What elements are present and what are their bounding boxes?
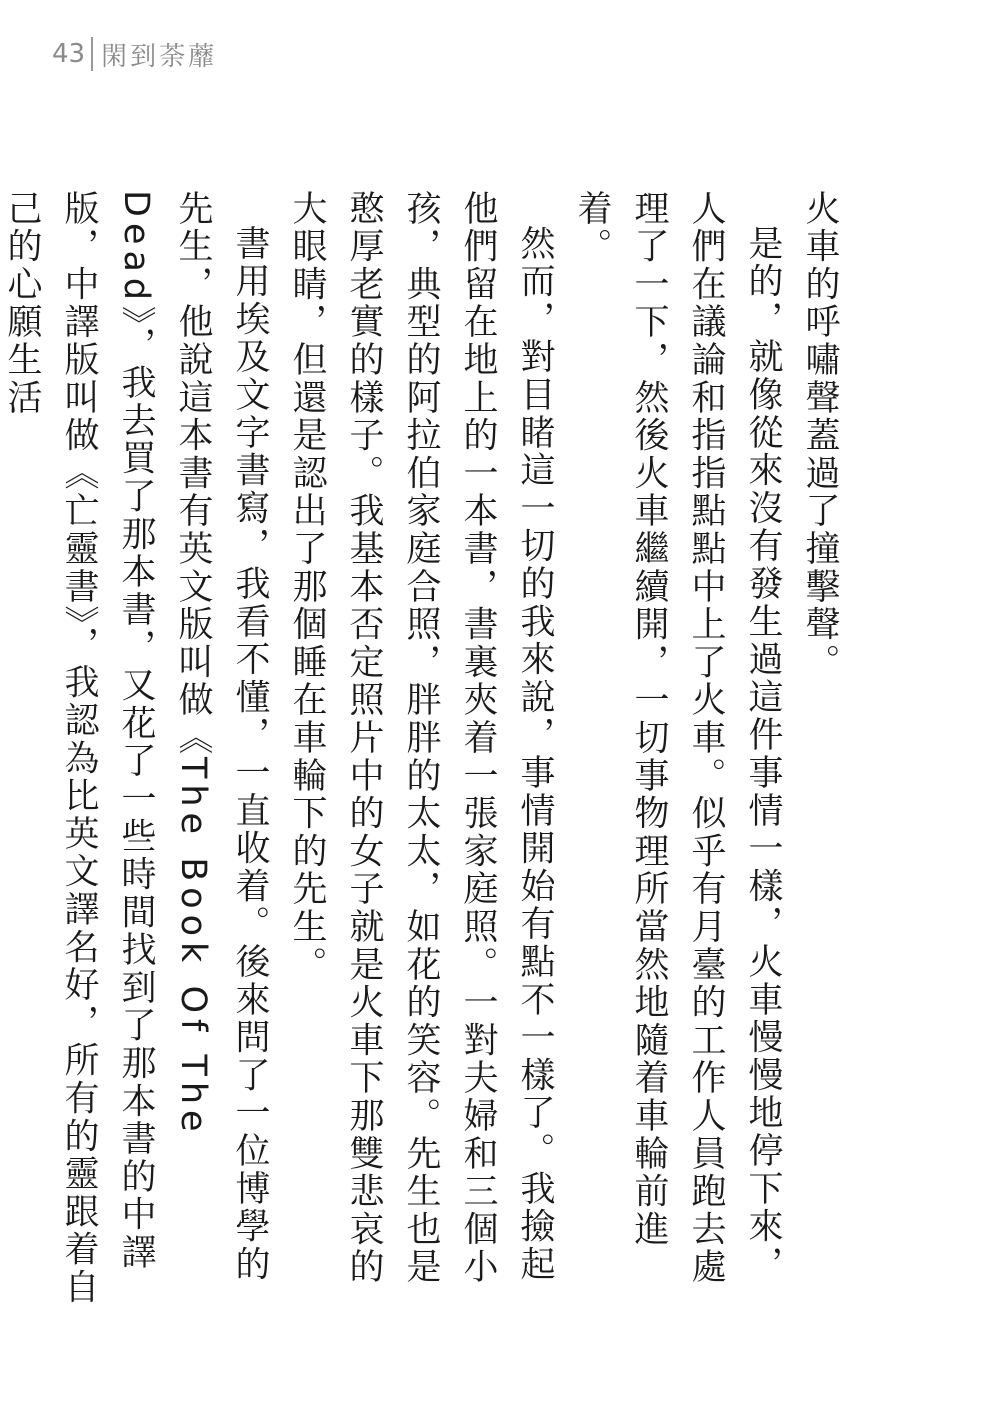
page-number: 43 <box>52 39 86 69</box>
paragraph-4-text-after: 》，我去買了那本書，又花了一些時間找到了那本書的中譯版，中譯版叫做《亡靈書》，我認為比英文譯名好，所有的靈跟着自己的心願生活 <box>2 190 156 1307</box>
paragraph-3: 然而，對目睹這一切的我來說，事情開始有點不一樣了。我撿起他們留在地上的一本書，書裏夾着一張家庭照。一對夫婦和三個小孩，典型的阿拉伯家庭合照，胖胖的太太，如花的笑容。先生也是憨厚老實的樣子。我基本否定照片中的女子就是火車下那雙悲哀的大眼睛，但還是認出了那個睡在車輪下的先生。 <box>287 190 555 1287</box>
book-title: 閑到荼蘼 <box>101 41 218 72</box>
paragraph-2: 是的，就像從來沒有發生過這件事情一樣，火車慢慢地停下來，人們在議論和指指點點中上了火車。似乎有月臺的工作人員跑去處理了一下，然後火車繼續開，一切事物理所當然地隨着車輪前進着。 <box>572 190 783 1287</box>
paragraph-1: 火車的呼嘯聲蓋過了撞擊聲。 <box>800 190 840 682</box>
body-text <box>0 190 848 1310</box>
paragraph-4-text-before: 書用埃及文字書寫，我看不懂，一直收着。後來問了一位博學的先生，他說這本書有英文版叫做《 <box>173 190 270 1284</box>
page-header <box>52 34 217 74</box>
paragraph-4 <box>0 190 278 1310</box>
english-book-title: The Book Of The Dead <box>116 190 213 1138</box>
header-divider <box>91 37 93 71</box>
